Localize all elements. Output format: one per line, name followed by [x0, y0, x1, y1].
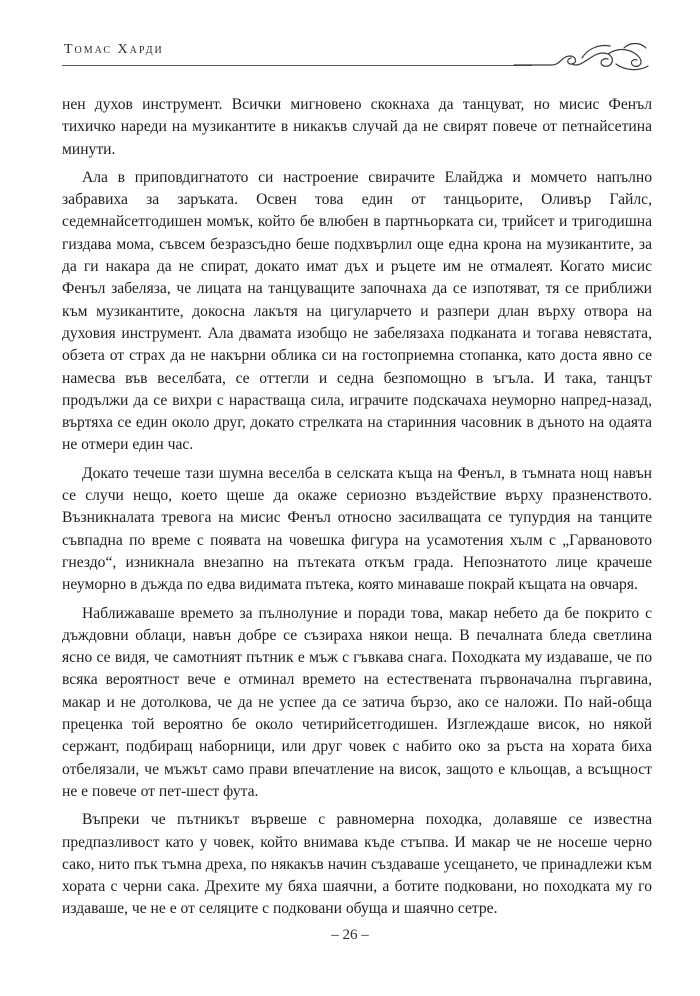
paragraph: Докато течеше тази шумна веселба в селската къща на Фенъл, в тъмната нощ навън се случи нещо, което щеше да окаже сериозно въздействие върху празненството. Възникналата тревога на мисис Фенъл относно засилващата се тупурдия на танците съвпадна по време с появата на човешка фигура на усамотения хълм с „Гарвановото гнездо“, изникнала внезапно на пътеката откъм града. Непознатото лице крачеше неуморно в дъжда по едва видимата пътека, която минаваше покрай къщата на овчаря.: [62, 464, 652, 594]
body-text: [62, 94, 652, 921]
paragraph: Наближаваше времето за пълнолуние и поради това, макар небето да бе покрито с дъждовни облаци, навън добре се съзираха някои неща. В печалната бледа светлина ясно се видя, че самотният пътник е мъж с гъвкава снага. Походката му издаваше, че по всяка вероятност вече е отминал времето на естествената първоначална пъргавина, макар и не дотолкова, че да не успее да се затича бързо, ако се наложи. По най-обща преценка той вероятно бе около четирийсетгодишен. Изглеждаше висок, но някой сержант, подбиращ наборници, или друг човек с набито око за ръста на хората биха отбелязали, че мъжът само прави впечатление на висок, защото е кльощав, а всъщност не е повече от пет-шест фута.: [62, 604, 652, 800]
paragraph: Ала в приповдигнатото си настроение свирачите Елайджа и момчето напълно забравиха за заръката. Освен това един от танцьорите, Оливър Гайлс, седемнайсетгодишен момък, който бе влюбен в партньорката си, трийсет и тригодишна гиздава мома, съвсем безразсъдно беше подхвърлил още една крона на музикантите, за да ги накара да не спират, докато имат дъх и ръцете им не отмалеят. Когато мисис Фенъл забеляза, че лицата на танцуващите започнаха да се изпотяват, тя се приближи към музикантите, докосна лакътя на цигуларчето и разпери длан върху отвора на духовия инструмент. Ала двамата изобщо не забелязаха подканата и тогава невястата, обзета от страх да не накърни облика си на гостоприемна стопанка, като доста явно се намесва във веселбата, се оттегли и седна безпомощно в ъгъла. И така, танцът продължи да се вихри с нарастваща сила, играчите подскачаха неуморно напред-назад, въртяха се един около друг, докато стрелката на старинния часовник в дъното на одаята не отмери един час.: [62, 168, 652, 454]
paragraph: Въпреки че пътникът вървеше с равномерна походка, долавяше се известна предпазливост като у човек, който внимава къде стъпва. И макар че не носеше черно сако, нито пък тъмна дреха, по някакъв начин създаваше усещането, че принадлежи към хората с черни сака. Дрехите му бяха шаячни, а ботите подковани, но походката му го издаваше, че не е от селяците с подковани обуща и шаячно сетре.: [62, 811, 652, 918]
page-number: – 26 –: [331, 927, 369, 943]
flourish-ornament-icon: [512, 36, 652, 76]
header-author: Томас Харди: [64, 42, 164, 57]
running-header: [62, 36, 652, 76]
paragraph: нен духов инструмент. Всички мигновено скокнаха да танцуват, но мисис Фенъл тихичко нареди на музикантите в никакъв случай да не свирят повече от петнайсетина минути.: [62, 96, 652, 158]
header-rule: [62, 65, 532, 66]
